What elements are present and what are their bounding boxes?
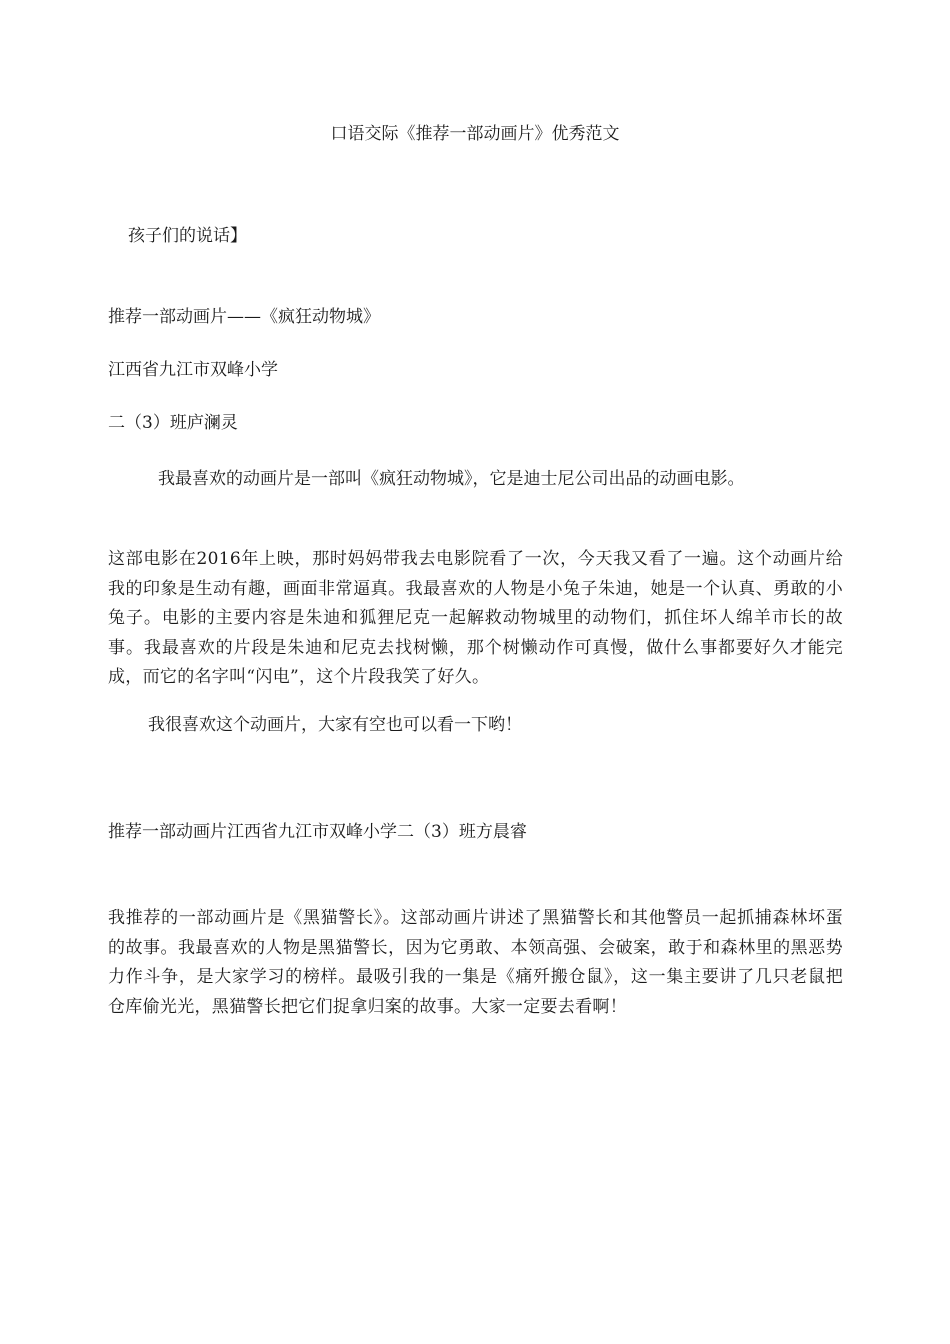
- essay2-heading: 推荐一部动画片江西省九江市双峰小学二（3）班方晨睿: [108, 822, 527, 842]
- essay2-body: 我推荐的一部动画片是《黑猫警长》。这部动画片讲述了黑猫警长和其他警员一起抓捕森林坏蛋的故事。我最喜欢的人物是黑猫警长，因为它勇敢、本领高强、会破案，敢于和森林里的黑恶势力作斗争，是大家学习的榜样。最吸引我的一集是《痛歼搬仓鼠》，这一集主要讲了几只老鼠把仓库偷光光，黑猫警长把它们捉拿归案的故事。大家一定要去看啊！: [108, 908, 843, 1017]
- essay1-author: 二（3）班庐澜灵: [108, 413, 238, 433]
- essay1-intro: 我最喜欢的动画片是一部叫《疯狂动物城》，它是迪士尼公司出品的动画电影。: [158, 469, 745, 489]
- document-title: 口语交际《推荐一部动画片》优秀范文: [330, 124, 620, 144]
- section-heading: 孩子们的说话】: [128, 226, 247, 246]
- essay1-heading: 推荐一部动画片——《疯狂动物城》: [108, 307, 380, 327]
- essay1-body: 这部电影在2016年上映，那时妈妈带我去电影院看了一次，今天我又看了一遍。这个动画片给我的印象是生动有趣，画面非常逼真。我最喜欢的人物是小兔子朱迪，她是一个认真、勇敢的小兔子。电影的主要内容是朱迪和狐狸尼克一起解救动物城里的动物们，抓住坏人绵羊市长的故事。我最喜欢的片段是朱迪和尼克去找树懒，那个树懒动作可真慢，做什么事都要好久才能完成，而它的名字叫“闪电”，这个片段我笑了好久。: [108, 549, 843, 687]
- essay1-school: 江西省九江市双峰小学: [108, 360, 278, 380]
- essay1-closing: 我很喜欢这个动画片，大家有空也可以看一下哟！: [148, 715, 522, 735]
